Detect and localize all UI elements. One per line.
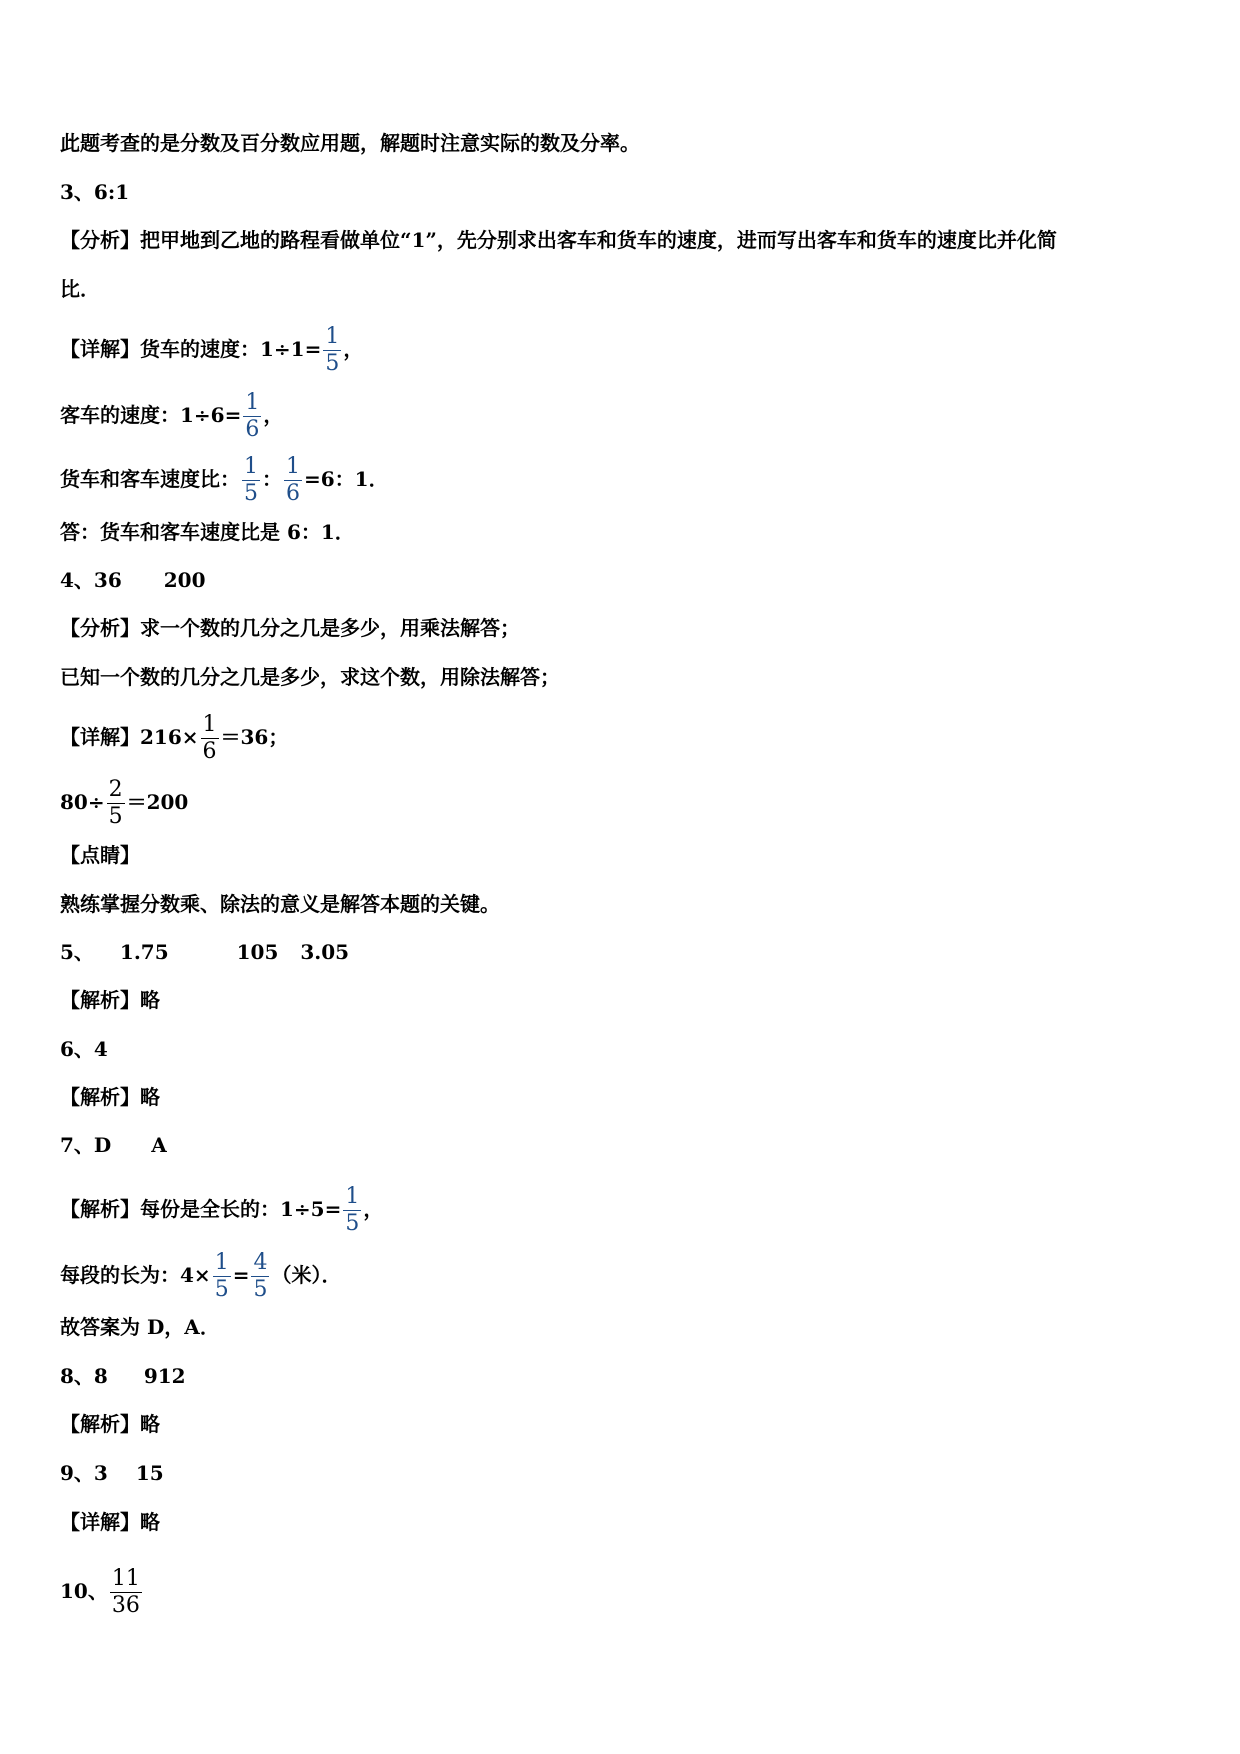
analysis-line: 【分析】求一个数的几分之几是多少，用乘法解答；	[60, 616, 520, 640]
question-7-answer	[60, 1133, 167, 1157]
denominator: 6	[286, 481, 300, 506]
text: 10、	[60, 1579, 108, 1603]
text: 105	[236, 940, 279, 964]
numerator: 1	[202, 712, 217, 737]
text: ：	[262, 467, 282, 491]
text: 3.05	[300, 940, 350, 964]
text: 5、	[60, 940, 94, 964]
comment-heading: 【点睛】	[60, 843, 140, 867]
denominator: 36	[111, 1593, 140, 1618]
analysis-line: 【解析】略	[60, 988, 160, 1012]
numerator: 1	[286, 454, 300, 479]
text: 【详解】216×	[60, 725, 199, 749]
analysis-line: 比．	[60, 277, 100, 301]
analysis-line	[60, 1186, 383, 1235]
text: 9、3	[60, 1461, 108, 1485]
text-line: 故答案为 D，A．	[60, 1315, 220, 1339]
fraction	[251, 1252, 269, 1301]
text: ＝200	[126, 790, 189, 814]
text: 【详解】货车的速度：1÷1=	[60, 337, 322, 361]
text-line: 此题考查的是分数及百分数应用题，解题时注意实际的数及分率。	[60, 131, 640, 155]
fraction	[107, 779, 125, 828]
detail-line	[60, 326, 363, 375]
detail-line	[60, 392, 283, 441]
text: A	[151, 1133, 167, 1157]
denominator: 5	[325, 351, 340, 376]
fraction	[323, 326, 341, 375]
fraction	[343, 1186, 361, 1235]
text: 912	[143, 1364, 186, 1388]
text: ，	[343, 337, 364, 361]
answer-line: 答：货车和客车速度比是 6：1．	[60, 520, 355, 544]
fraction	[243, 392, 261, 441]
detail-line	[60, 779, 188, 828]
question-8-answer	[60, 1364, 186, 1388]
detail-line	[60, 1252, 341, 1301]
fraction	[110, 1568, 142, 1617]
question-6-answer: 6、4	[60, 1037, 108, 1061]
text: 客车的速度：1÷6=	[60, 403, 242, 427]
text-line: 熟练掌握分数乘、除法的意义是解答本题的关键。	[60, 892, 500, 916]
numerator: 1	[325, 324, 340, 349]
text: 80÷	[60, 790, 105, 814]
text: =	[232, 1263, 250, 1287]
text: （米）．	[271, 1263, 342, 1287]
numerator: 1	[214, 1250, 229, 1275]
text: 【解析】每份是全长的：1÷5=	[60, 1197, 342, 1221]
detail-line: 【详解】略	[60, 1510, 160, 1534]
analysis-line: 【分析】把甲地到乙地的路程看做单位“1”，先分别求出客车和货车的速度，进而写出客车和货车的速度比并化简	[60, 228, 1057, 252]
denominator: 5	[108, 804, 123, 829]
numerator: 1	[244, 454, 258, 479]
text: 每段的长为：4×	[60, 1263, 211, 1287]
question-9-answer	[60, 1461, 164, 1485]
numerator: 11	[111, 1566, 140, 1591]
text: 15	[135, 1461, 164, 1485]
question-4-answer	[60, 568, 206, 592]
fraction	[284, 456, 302, 505]
fraction	[242, 456, 260, 505]
denominator: 6	[245, 417, 260, 442]
analysis-line: 【解析】略	[60, 1085, 160, 1109]
text: ，	[263, 403, 284, 427]
question-3-answer: 3、6:1	[60, 180, 130, 204]
denominator: 5	[214, 1277, 229, 1302]
numerator: 2	[108, 777, 123, 802]
text: 4、36	[60, 568, 122, 592]
text: ，	[363, 1197, 384, 1221]
detail-line	[60, 714, 288, 763]
fraction	[213, 1252, 231, 1301]
text: =6：1．	[304, 467, 389, 491]
denominator: 5	[253, 1277, 268, 1302]
denominator: 5	[345, 1211, 360, 1236]
text: 7、D	[60, 1133, 112, 1157]
numerator: 1	[345, 1184, 360, 1209]
numerator: 1	[245, 390, 260, 415]
denominator: 5	[244, 481, 258, 506]
text: 200	[163, 568, 206, 592]
question-5-answer	[60, 940, 349, 964]
text: 货车和客车速度比：	[60, 467, 240, 491]
analysis-line: 【解析】略	[60, 1412, 160, 1436]
text: 8、8	[60, 1364, 108, 1388]
fraction	[201, 714, 219, 763]
denominator: 6	[202, 739, 217, 764]
text: ＝36；	[220, 725, 289, 749]
question-10-answer	[60, 1568, 144, 1617]
numerator: 4	[253, 1250, 268, 1275]
text: 1.75	[119, 940, 169, 964]
text-line: 已知一个数的几分之几是多少，求这个数，用除法解答；	[60, 665, 560, 689]
detail-line	[60, 456, 389, 505]
